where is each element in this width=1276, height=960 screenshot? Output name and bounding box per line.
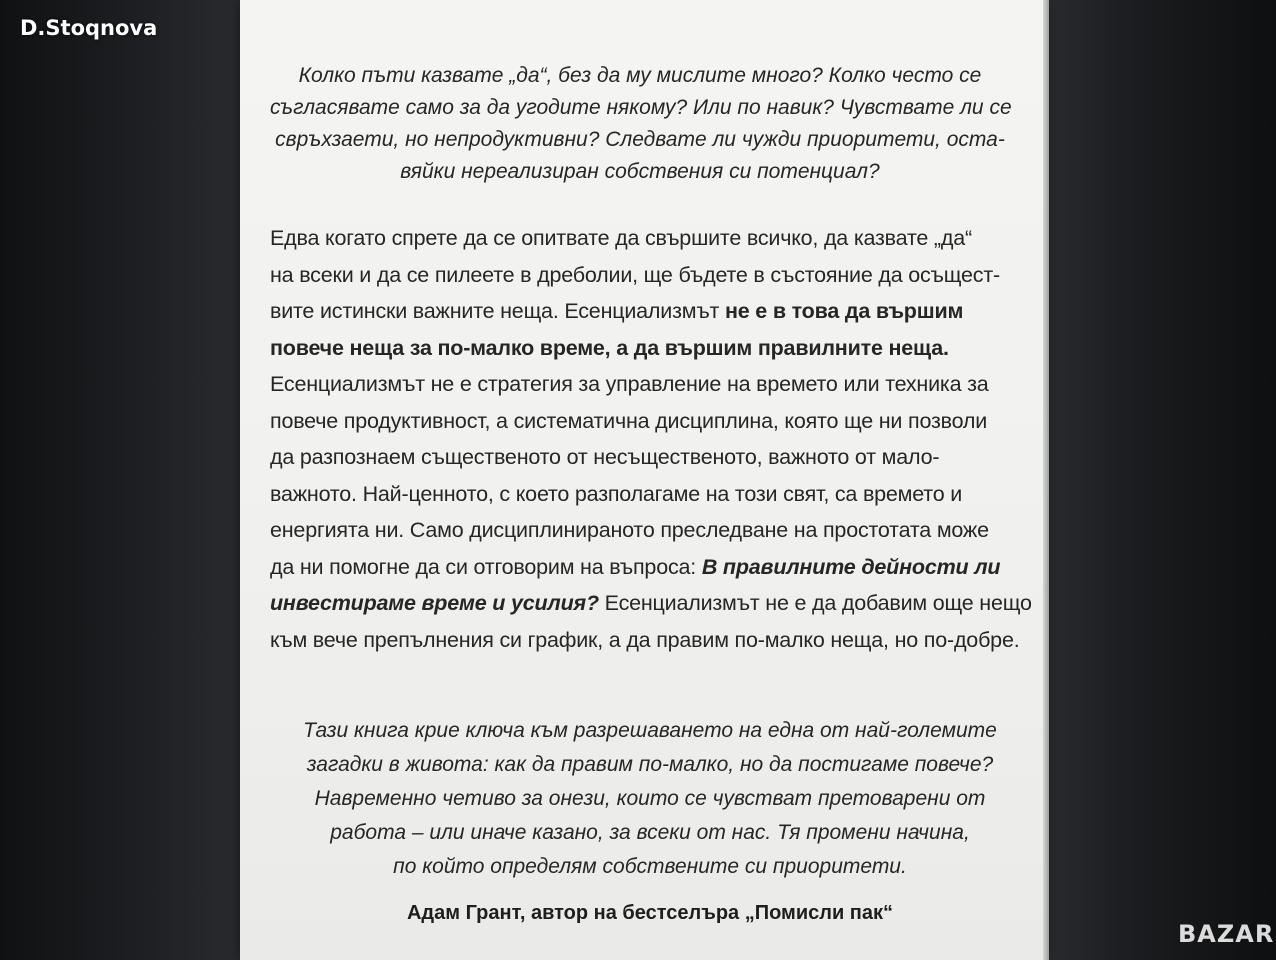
body-line: енергията ни. Само дисциплинираното преследване на простотата може [270, 518, 989, 542]
intro-line: свръхзаети, но непродуктивни? Следвате ли чужди приоритети, оста- [275, 128, 1005, 151]
body-bold-text: повече неща за по-малко време, а да вършим правилните неща. [270, 335, 949, 360]
body-bold-text: не е в това да вършим [724, 299, 964, 323]
background-right [1044, 0, 1276, 960]
body-line: повече продуктивност, а систематична дисциплина, която ще ни позволи [270, 408, 988, 433]
intro-line: вяйки нереализиран собствения си потенциал? [400, 160, 880, 183]
quote-paragraph [270, 714, 1030, 884]
body-bold-italic-text: В правилните дейности ли [701, 554, 1001, 579]
body-line: важното. Най-ценното, с което разполагаме на този свят, са времето и [270, 481, 963, 506]
body-text: да ни помогне да си отговорим на въпроса: [270, 554, 702, 579]
quote-line: по който определям собствените си приоритети. [393, 855, 907, 878]
body-line: към вече препълнения си график, а да правим по-малко неща, но по-добре. [270, 627, 1020, 652]
body-text: вите истински важните неща. Есенциализмът [270, 299, 725, 323]
page-edge [1043, 0, 1049, 960]
intro-line: съгласявате само за да угодите някому? Или по навик? Чувствате ли се [270, 96, 1012, 119]
site-logo: BAZAR [1178, 920, 1275, 948]
intro-paragraph [270, 60, 1010, 188]
intro-line: Колко пъти казвате „да“, без да му мислите много? Колко често се [298, 64, 982, 87]
body-line [270, 549, 1040, 586]
body-bold-italic-text: инвестираме време и усилия? [270, 591, 599, 615]
quote-line: Навременно четиво за онези, които се чувстват претоварени от [314, 787, 986, 810]
body-line [270, 330, 1040, 367]
quote-line: работа – или иначе казано, за всеки от нас. Тя промени начина, [330, 821, 970, 844]
watermark: D.Stoqnova [20, 16, 158, 40]
body-paragraph [270, 220, 1040, 658]
quote-line: Тази книга крие ключа към разрешаването на една от най-големите [303, 719, 997, 742]
body-line: Есенциализмът не е стратегия за управление на времето или техника за [270, 372, 989, 396]
body-line: да разпознаем същественото от несъщественото, важното от мало- [270, 445, 940, 469]
background-left [0, 0, 250, 960]
body-line: на всеки и да се пилеете в дреболии, ще бъдете в състояние да осъщест- [270, 262, 1000, 287]
quote-line: загадки в живота: как да правим по-малко, но да постигаме повече? [306, 753, 994, 776]
body-line [270, 585, 1040, 622]
body-line [270, 293, 1040, 330]
body-line: Едва когато спрете да се опитвате да свършите всичко, да казвате „да“ [270, 226, 972, 250]
body-text: Есенциализмът не е да добавим още нещо [598, 591, 1032, 615]
quote-attribution: Адам Грант, автор на бестселъра „Помисли пак“ [406, 902, 894, 924]
